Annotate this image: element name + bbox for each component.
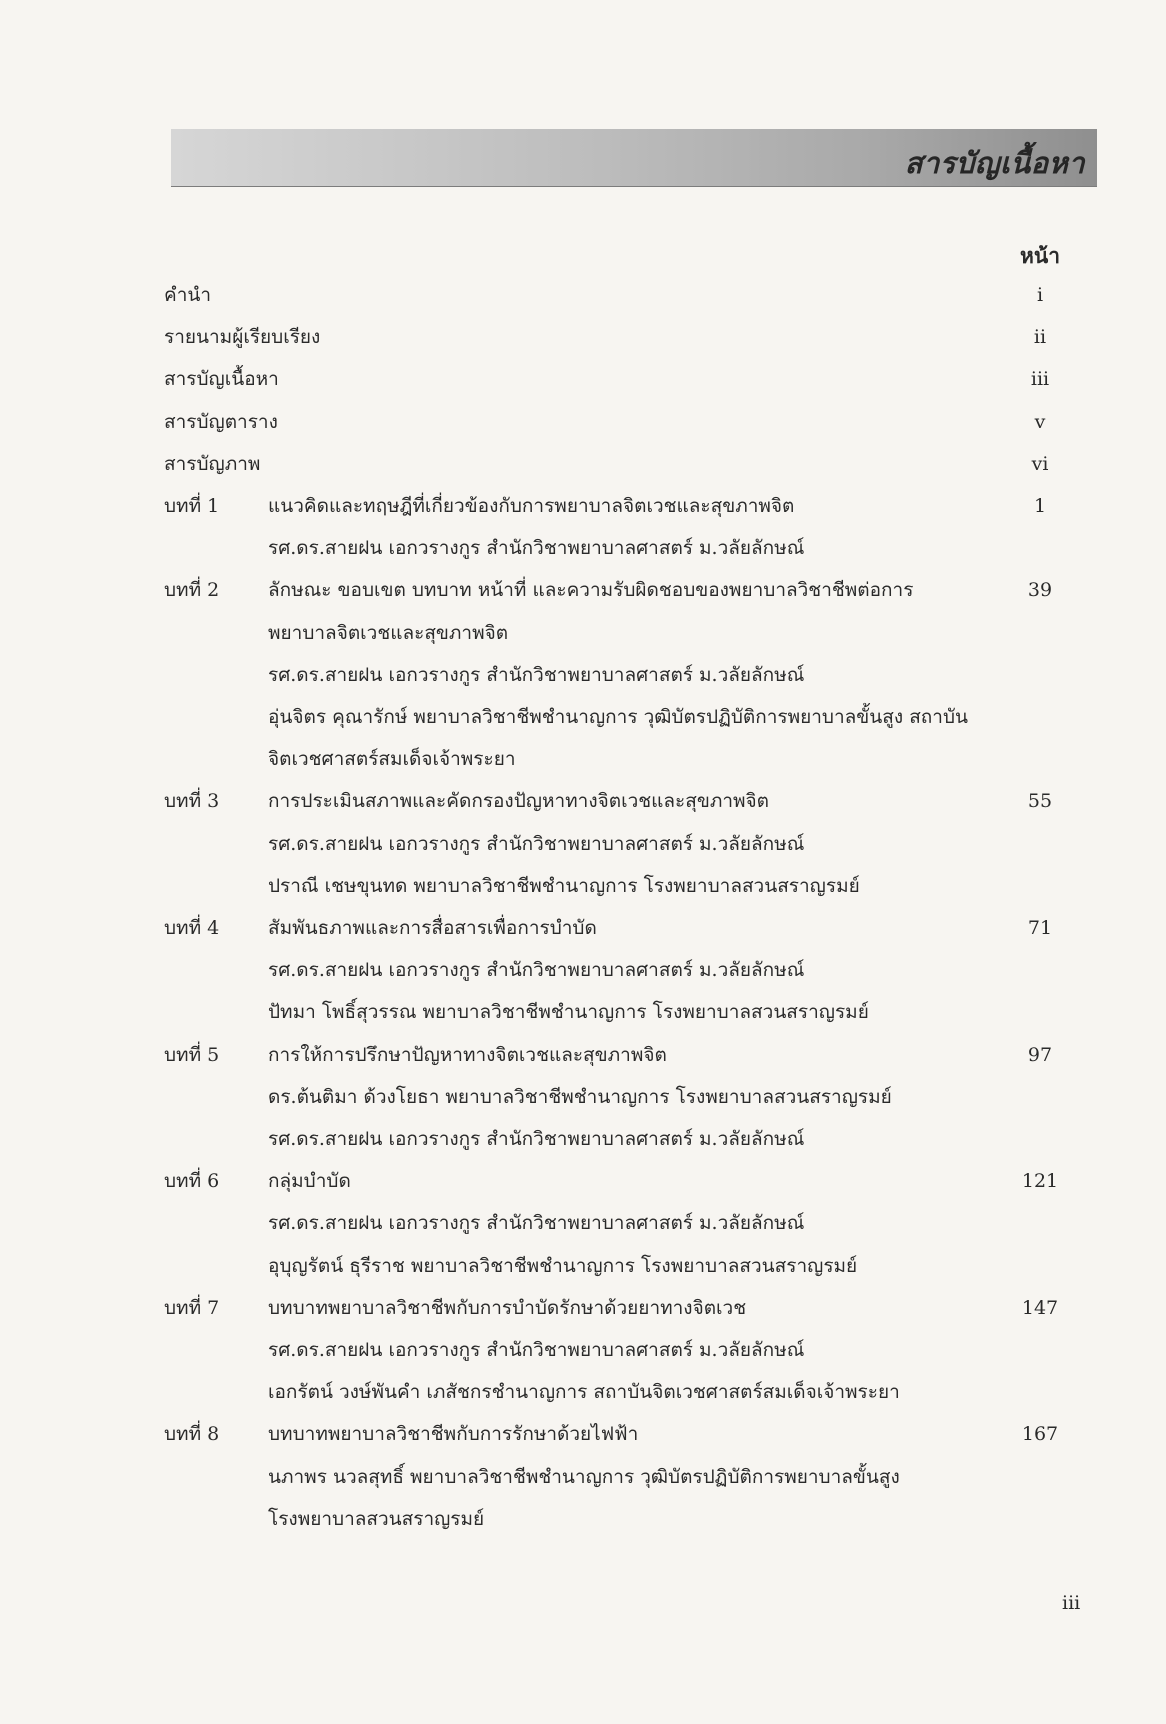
- chapter-detail-row: [0, 1202, 1166, 1244]
- toc-page-number: i: [1036, 284, 1044, 306]
- chapter-title: ลักษณะ ขอบเขต บทบาท หน้าที่ และความรับผิดชอบของพยาบาลวิชาชีพต่อการ: [268, 579, 914, 602]
- page-column-header: หน้า: [1020, 243, 1060, 268]
- chapter-title: การให้การปรึกษาปัญหาทางจิตเวชและสุขภาพจิต: [268, 1043, 667, 1066]
- chapter-detail-row: [0, 991, 1166, 1033]
- chapter-title-row: [0, 1413, 1166, 1455]
- chapter-detail-line: รศ.ดร.สายฝน เอกวรางกูร สำนักวิชาพยาบาลศาสตร์ ม.วลัยลักษณ์: [268, 537, 805, 560]
- chapter-label: บทที่ 2: [164, 579, 220, 602]
- front-matter-title: สารบัญเนื้อหา: [164, 368, 279, 391]
- toc-page-number: 39: [1027, 579, 1053, 602]
- chapter-detail-line: จิตเวชศาสตร์สมเด็จเจ้าพระยา: [268, 748, 516, 771]
- front-matter-row: [0, 358, 1166, 400]
- front-matter-title: สารบัญภาพ: [164, 452, 261, 475]
- chapter-title-row: [0, 1034, 1166, 1076]
- chapter-title: การประเมินสภาพและคัดกรองปัญหาทางจิตเวชและสุขภาพจิต: [268, 790, 770, 813]
- chapter-detail-row: [0, 1498, 1166, 1540]
- chapter-title: แนวคิดและทฤษฎีที่เกี่ยวข้องกับการพยาบาลจิตเวชและสุขภาพจิต: [268, 495, 795, 517]
- chapter-detail-line: รศ.ดร.สายฝน เอกวรางกูร สำนักวิชาพยาบาลศาสตร์ ม.วลัยลักษณ์: [268, 1339, 805, 1361]
- footer-page-number: iii: [1062, 1592, 1081, 1614]
- chapter-detail-row: [0, 865, 1166, 907]
- chapter-title-row: [0, 907, 1166, 949]
- toc-page-number: 167: [1021, 1423, 1059, 1446]
- toc-page-number: iii: [1030, 368, 1050, 391]
- front-matter-title: สารบัญตาราง: [164, 410, 278, 433]
- chapter-detail-line: ดร.ต้นติมา ด้วงโยธา พยาบาลวิชาชีพชำนาญการ โรงพยาบาลสวนสราญรมย์: [268, 1085, 892, 1108]
- chapter-detail-line: เอกรัตน์ วงษ์พันคำ เภสัชกรชำนาญการ สถาบันจิตเวชศาสตร์สมเด็จเจ้าพระยา: [268, 1381, 900, 1404]
- chapter-detail-line: รศ.ดร.สายฝน เอกวรางกูร สำนักวิชาพยาบาลศาสตร์ ม.วลัยลักษณ์: [268, 832, 805, 855]
- chapter-title: บทบาทพยาบาลวิชาชีพกับการบำบัดรักษาด้วยยาทางจิตเวช: [268, 1296, 747, 1319]
- chapter-title-row: [0, 485, 1166, 527]
- toc-page-number: 121: [1021, 1170, 1059, 1193]
- front-matter-row: [0, 443, 1166, 485]
- front-matter-row: [0, 316, 1166, 358]
- chapter-label: บทที่ 8: [164, 1423, 220, 1446]
- chapter-detail-row: [0, 1076, 1166, 1118]
- chapter-detail-line: รศ.ดร.สายฝน เอกวรางกูร สำนักวิชาพยาบาลศาสตร์ ม.วลัยลักษณ์: [268, 663, 805, 686]
- chapter-detail-line: รศ.ดร.สายฝน เอกวรางกูร สำนักวิชาพยาบาลศาสตร์ ม.วลัยลักษณ์: [268, 959, 805, 982]
- chapter-label: บทที่ 5: [164, 1043, 220, 1066]
- chapter-title: บทบาทพยาบาลวิชาชีพกับการรักษาด้วยไฟฟ้า: [268, 1423, 639, 1446]
- toc-page-number: ii: [1033, 326, 1047, 349]
- chapter-detail-line: อุ่นจิตร คุณารักษ์ พยาบาลวิชาชีพชำนาญการ วุฒิบัตรปฏิบัติการพยาบาลขั้นสูง สถาบัน: [268, 706, 969, 728]
- toc-page-number: 147: [1021, 1296, 1059, 1319]
- chapter-detail-row: [0, 696, 1166, 738]
- front-matter-title: รายนามผู้เรียบเรียง: [164, 326, 321, 349]
- title-banner: [171, 129, 1097, 187]
- chapter-detail-row: [0, 1456, 1166, 1498]
- chapter-detail-row: [0, 823, 1166, 865]
- chapter-detail-row: [0, 738, 1166, 780]
- chapter-detail-row: [0, 654, 1166, 696]
- chapter-title-row: [0, 1287, 1166, 1329]
- toc-page-number: vi: [1031, 452, 1049, 475]
- chapter-detail-row: [0, 1245, 1166, 1287]
- chapter-detail-line: รศ.ดร.สายฝน เอกวรางกูร สำนักวิชาพยาบาลศาสตร์ ม.วลัยลักษณ์: [268, 1212, 805, 1235]
- chapter-detail-line: ปราณี เชษขุนทด พยาบาลวิชาชีพชำนาญการ โรงพยาบาลสวนสราญรมย์: [268, 874, 860, 897]
- chapter-detail-row: [0, 949, 1166, 991]
- toc-page-number: v: [1034, 410, 1046, 433]
- front-matter-title: คำนำ: [164, 284, 212, 306]
- chapter-detail-line: ปัทมา โพธิ์สุวรรณ พยาบาลวิชาชีพชำนาญการ โรงพยาบาลสวนสราญรมย์: [268, 1001, 869, 1024]
- chapter-label: บทที่ 4: [164, 917, 220, 939]
- chapter-detail-row: [0, 527, 1166, 569]
- toc-page-number: 55: [1027, 790, 1053, 813]
- front-matter-row: [0, 274, 1166, 316]
- toc-page-number: 97: [1027, 1043, 1053, 1066]
- chapter-label: บทที่ 6: [164, 1170, 220, 1193]
- chapter-detail-line: นภาพร นวลสุทธิ์ พยาบาลวิชาชีพชำนาญการ วุฒิบัตรปฏิบัติการพยาบาลขั้นสูง: [268, 1465, 900, 1488]
- chapter-detail-line: พยาบาลจิตเวชและสุขภาพจิต: [268, 621, 509, 644]
- toc-page-number: 1: [1033, 495, 1047, 517]
- chapter-title: กลุ่มบำบัด: [268, 1170, 351, 1193]
- chapter-title-row: [0, 569, 1166, 611]
- front-matter-row: [0, 401, 1166, 443]
- chapter-detail-row: [0, 1118, 1166, 1160]
- toc-page-number: 71: [1027, 917, 1053, 939]
- chapter-title-row: [0, 1160, 1166, 1202]
- chapter-title: สัมพันธภาพและการสื่อสารเพื่อการบำบัด: [268, 917, 597, 939]
- chapter-detail-row: [0, 1371, 1166, 1413]
- chapter-detail-row: [0, 612, 1166, 654]
- chapter-detail-row: [0, 1329, 1166, 1371]
- chapter-detail-line: โรงพยาบาลสวนสราญรมย์: [268, 1507, 485, 1530]
- chapter-label: บทที่ 3: [164, 790, 220, 813]
- page-title: สารบัญเนื้อหา: [904, 146, 1085, 180]
- chapter-label: บทที่ 7: [164, 1296, 220, 1319]
- chapter-title-row: [0, 780, 1166, 822]
- chapter-label: บทที่ 1: [164, 495, 220, 517]
- chapter-detail-line: รศ.ดร.สายฝน เอกวรางกูร สำนักวิชาพยาบาลศาสตร์ ม.วลัยลักษณ์: [268, 1128, 805, 1150]
- chapter-detail-line: อุบุญรัตน์ ธุรีราช พยาบาลวิชาชีพชำนาญการ โรงพยาบาลสวนสราญรมย์: [268, 1254, 858, 1277]
